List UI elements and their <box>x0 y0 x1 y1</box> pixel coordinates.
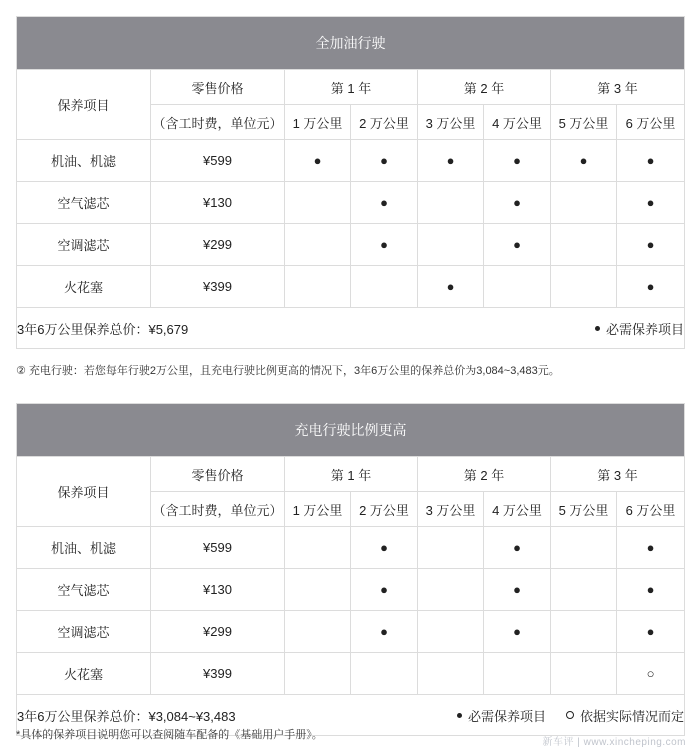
hollow-circle-icon <box>566 711 574 719</box>
mark-cell <box>551 653 617 695</box>
mark-cell: ● <box>484 527 551 569</box>
legend-label: 依据实际情况而定 <box>579 708 684 724</box>
header-distance: 3 万公里 <box>418 105 484 140</box>
mark-cell <box>285 266 351 308</box>
mark-cell <box>285 224 351 266</box>
footer-note: *具体的保养项目说明您可以查阅随车配备的《基础用户手册》。 <box>16 729 323 741</box>
mark-cell <box>551 266 617 308</box>
mark-cell <box>285 569 351 611</box>
item-name: 机油、机滤 <box>17 527 151 569</box>
filled-dot-icon <box>457 713 462 718</box>
header-year-3: 第 3 年 <box>551 70 685 105</box>
legend-required <box>457 706 546 725</box>
legend <box>457 706 684 725</box>
mark-cell <box>418 224 484 266</box>
table-title: 全加油行驶 <box>17 17 685 70</box>
item-name: 火花塞 <box>17 653 151 695</box>
filled-dot-icon <box>595 326 600 331</box>
header-distance: 6 万公里 <box>617 492 685 527</box>
header-distance: 3 万公里 <box>418 492 484 527</box>
item-price: ¥599 <box>151 140 285 182</box>
mark-cell <box>484 653 551 695</box>
header-year-1: 第 1 年 <box>285 457 418 492</box>
mark-cell <box>351 266 418 308</box>
item-price: ¥399 <box>151 266 285 308</box>
header-price-note: （含工时费，单位元） <box>151 105 285 140</box>
item-price: ¥130 <box>151 569 285 611</box>
mark-cell: ● <box>617 611 685 653</box>
mark-cell <box>285 527 351 569</box>
header-year-2: 第 2 年 <box>418 457 551 492</box>
mark-cell: ● <box>617 527 685 569</box>
mark-cell: ● <box>617 140 685 182</box>
table-row <box>17 140 685 182</box>
table-row <box>17 266 685 308</box>
mark-cell <box>418 527 484 569</box>
header-distance: 4 万公里 <box>484 492 551 527</box>
mark-cell <box>418 182 484 224</box>
mark-cell: ● <box>617 569 685 611</box>
total-price: 3年6万公里保养总价：¥3,084~¥3,483 <box>17 708 236 724</box>
header-price: 零售价格 <box>151 70 285 105</box>
mark-cell: ● <box>418 140 484 182</box>
summary-cell <box>17 308 685 349</box>
mark-cell <box>285 182 351 224</box>
item-name: 空调滤芯 <box>17 611 151 653</box>
table-row <box>17 611 685 653</box>
header-distance: 2 万公里 <box>351 105 418 140</box>
header-item: 保养项目 <box>17 457 151 527</box>
item-name: 机油、机滤 <box>17 140 151 182</box>
header-year-3: 第 3 年 <box>551 457 685 492</box>
mark-cell: ● <box>484 569 551 611</box>
table-row <box>17 569 685 611</box>
mark-cell <box>551 527 617 569</box>
item-price: ¥599 <box>151 527 285 569</box>
mark-cell: ● <box>351 224 418 266</box>
mark-cell: ○ <box>617 653 685 695</box>
mark-cell <box>551 569 617 611</box>
item-price: ¥299 <box>151 224 285 266</box>
header-year-1: 第 1 年 <box>285 70 418 105</box>
watermark: 新车评 | www.xincheping.com <box>542 737 686 748</box>
mark-cell: ● <box>484 611 551 653</box>
mark-cell: ● <box>484 182 551 224</box>
mark-cell: ● <box>617 266 685 308</box>
mark-cell: ● <box>351 140 418 182</box>
mark-cell <box>551 182 617 224</box>
header-distance: 1 万公里 <box>285 105 351 140</box>
legend-label: 必需保养项目 <box>605 321 684 337</box>
total-price: 3年6万公里保养总价：¥5,679 <box>17 321 189 337</box>
legend-required <box>595 319 684 338</box>
header-distance: 5 万公里 <box>551 492 617 527</box>
item-name: 空气滤芯 <box>17 182 151 224</box>
header-item: 保养项目 <box>17 70 151 140</box>
header-distance: 4 万公里 <box>484 105 551 140</box>
mark-cell <box>285 611 351 653</box>
item-price: ¥299 <box>151 611 285 653</box>
header-year-2: 第 2 年 <box>418 70 551 105</box>
mark-cell: ● <box>285 140 351 182</box>
table-title: 充电行驶比例更高 <box>17 404 685 457</box>
mark-cell: ● <box>418 266 484 308</box>
mark-cell: ● <box>351 611 418 653</box>
header-distance: 5 万公里 <box>551 105 617 140</box>
legend-label: 必需保养项目 <box>467 708 546 724</box>
mark-cell <box>351 653 418 695</box>
header-distance: 6 万公里 <box>617 105 685 140</box>
page-content <box>16 16 684 736</box>
table-charging <box>16 403 685 736</box>
table-row <box>17 527 685 569</box>
item-name: 空调滤芯 <box>17 224 151 266</box>
item-price: ¥399 <box>151 653 285 695</box>
legend-optional <box>566 706 684 725</box>
mark-cell <box>418 653 484 695</box>
item-name: 火花塞 <box>17 266 151 308</box>
mark-cell <box>418 611 484 653</box>
mark-cell: ● <box>351 182 418 224</box>
mark-cell <box>551 224 617 266</box>
mark-cell: ● <box>551 140 617 182</box>
table-row <box>17 224 685 266</box>
mark-cell: ● <box>351 569 418 611</box>
legend <box>595 319 684 338</box>
header-price-note: （含工时费，单位元） <box>151 492 285 527</box>
table-gasoline <box>16 16 685 349</box>
mark-cell: ● <box>484 140 551 182</box>
mark-cell: ● <box>484 224 551 266</box>
item-price: ¥130 <box>151 182 285 224</box>
mark-cell <box>418 569 484 611</box>
mark-cell: ● <box>617 224 685 266</box>
header-distance: 1 万公里 <box>285 492 351 527</box>
mark-cell: ● <box>351 527 418 569</box>
mark-cell <box>551 611 617 653</box>
header-price: 零售价格 <box>151 457 285 492</box>
mark-cell <box>285 653 351 695</box>
table-row <box>17 182 685 224</box>
item-name: 空气滤芯 <box>17 569 151 611</box>
mark-cell: ● <box>617 182 685 224</box>
charging-note: ② 充电行驶：若您每年行驶2万公里，且充电行驶比例更高的情况下，3年6万公里的保养总价为3,084~3,483元。 <box>16 365 560 377</box>
table-row <box>17 653 685 695</box>
header-distance: 2 万公里 <box>351 492 418 527</box>
mark-cell <box>484 266 551 308</box>
